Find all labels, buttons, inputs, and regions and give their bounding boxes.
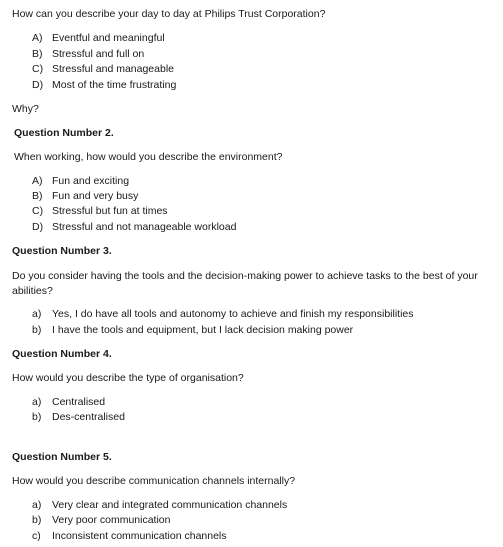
q5-heading: Question Number 5.: [12, 451, 112, 463]
option-letter: A): [32, 32, 43, 44]
option-letter: D): [32, 221, 44, 233]
option-text: Stressful but fun at times: [52, 205, 168, 217]
option-letter: b): [32, 411, 42, 423]
q1-option-d: [32, 79, 176, 92]
option-letter: B): [32, 48, 43, 60]
option-letter: a): [32, 396, 42, 408]
option-text: Stressful and manageable: [52, 63, 174, 75]
q1-option-c: [32, 63, 174, 76]
option-text: Very clear and integrated communication channels: [52, 499, 288, 511]
q4-heading: Question Number 4.: [12, 348, 112, 360]
q2-option-c: [32, 205, 168, 218]
option-text: Stressful and full on: [52, 48, 145, 60]
option-letter: b): [32, 324, 42, 336]
option-letter: b): [32, 514, 42, 526]
option-letter: c): [32, 530, 41, 542]
option-text: Most of the time frustrating: [52, 79, 177, 91]
q3-option-b: [32, 324, 353, 337]
option-text: Fun and very busy: [52, 190, 139, 202]
q5-question: How would you describe communication channels internally?: [12, 475, 296, 487]
q1-question: How can you describe your day to day at Philips Trust Corporation?: [12, 8, 326, 20]
option-text: Inconsistent communication channels: [52, 530, 227, 542]
option-text: I have the tools and equipment, but I lack decision making power: [52, 324, 354, 336]
q1-option-a: [32, 32, 165, 45]
q4-option-a: [32, 396, 105, 409]
q2-option-b: [32, 190, 138, 203]
q2-heading: Question Number 2.: [14, 127, 114, 139]
option-text: Yes, I do have all tools and autonomy to achieve and finish my responsibilities: [52, 308, 414, 320]
option-text: Des-centralised: [52, 411, 125, 423]
q2-question: When working, how would you describe the environment?: [14, 151, 283, 163]
option-letter: C): [32, 63, 44, 75]
option-letter: a): [32, 499, 42, 511]
q4-question: How would you describe the type of organisation?: [12, 372, 244, 384]
q1-option-b: [32, 48, 144, 61]
q1-followup: Why?: [12, 103, 39, 115]
option-text: Fun and exciting: [52, 175, 130, 187]
q3-question: Do you consider having the tools and the decision-making power to achieve tasks to the best of your abilities?: [12, 270, 478, 297]
option-letter: A): [32, 175, 43, 187]
option-text: Centralised: [52, 396, 106, 408]
option-text: Stressful and not manageable workload: [52, 221, 237, 233]
q5-option-b: [32, 514, 170, 527]
q2-option-d: [32, 221, 236, 234]
q4-option-b: [32, 411, 125, 424]
q5-option-a: [32, 499, 287, 512]
option-text: Very poor communication: [52, 514, 171, 526]
q3-heading: Question Number 3.: [12, 245, 112, 257]
option-letter: D): [32, 79, 44, 91]
option-letter: a): [32, 308, 42, 320]
option-letter: C): [32, 205, 44, 217]
option-letter: B): [32, 190, 43, 202]
option-text: Eventful and meaningful: [52, 32, 165, 44]
q5-option-c: [32, 530, 227, 543]
q2-option-a: [32, 175, 129, 188]
q3-option-a: [32, 308, 414, 321]
